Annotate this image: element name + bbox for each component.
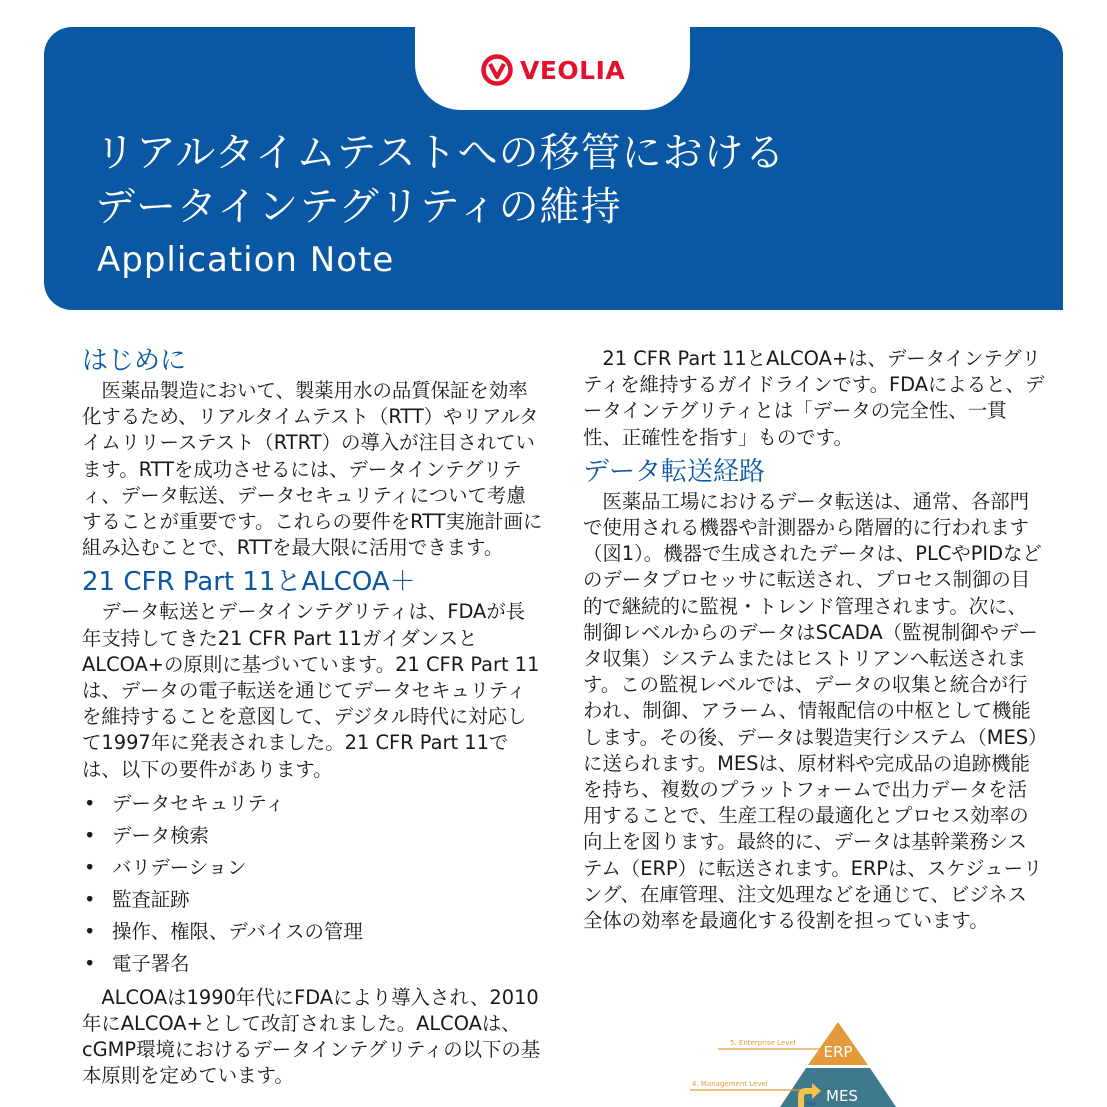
list-item bbox=[82, 788, 544, 820]
bullet-glyph: • bbox=[84, 919, 96, 943]
cfr-paragraph: データ転送とデータインテグリティは、FDAが長年支持してきた21 CFR Part 11ガイダンスとALCOA+の原則に基づいています。21 CFR Part 11は、データの電子転送を通じてデータセキュリティを維持することを意図して、デジタル時代に対応して1997年に発表されました。21 CFR Part 11では、以下の要件があります。 bbox=[82, 600, 540, 781]
list-item bbox=[82, 820, 544, 852]
bullet-glyph: • bbox=[84, 855, 96, 879]
section-heading-data-transfer: データ転送経路 bbox=[583, 456, 766, 487]
alcoa-intro-paragraph: 21 CFR Part 11とALCOA+は、データインテグリティを維持するガイドラインです。FDAによると、データインテグリティとは「データの完全性、一貫性、正確性を指す」ものです。 bbox=[583, 347, 1045, 449]
left-column bbox=[82, 344, 544, 1090]
list-item bbox=[82, 884, 544, 916]
enterprise-level-label: 5. Enterprise Level bbox=[730, 1039, 796, 1047]
veolia-emblem-icon bbox=[480, 53, 514, 87]
list-item-label: データセキュリティ bbox=[112, 791, 285, 815]
bullet-glyph: • bbox=[84, 823, 96, 847]
data-transfer-paragraph: 医薬品工場におけるデータ転送は、通常、各部門で使用される機器や計測器から階層的に行われます（図1）。機器で生成されたデータは、PLCやPIDなどのデータプロセッサに転送され、プロセス制御の目的で継続的に監視・トレンド管理されます。次に、制御レベルからのデータはSCADA（監視制御やデータ収集）システムまたはヒストリアンへ転送されます。この監視レベルでは、データの収集と統合が行われ、制御、アラーム、情報配信の中枢として機能します。その後、データは製造実行システム（MES）に送られます。MESは、原材料や完成品の追跡機能を持ち、複数のプラットフォームで出力データを活用することで、生産工程の最適化とプロセス効率の向上を図ります。最終的に、データは基幹業務システム（ERP）に転送されます。ERPは、スケジューリング、在庫管理、注文処理などを通じて、ビジネス全体の効率を最適化する役割を担っています。 bbox=[583, 489, 1043, 933]
list-item bbox=[82, 916, 544, 948]
bullet-glyph: • bbox=[84, 791, 96, 815]
list-item-label: データ検索 bbox=[112, 823, 209, 847]
right-column bbox=[583, 346, 1045, 934]
document-subtitle: Application Note bbox=[97, 240, 395, 280]
alcoa-paragraph: ALCOAは1990年代にFDAにより導入され、2010年にALCOA+として改訂されました。ALCOAは、cGMP環境におけるデータインテグリティの以下の基本原則を定めています。 bbox=[82, 985, 541, 1088]
data-hierarchy-figure bbox=[690, 1020, 920, 1107]
intro-paragraph: 医薬品製造において、製薬用水の品質保証を効率化するため、リアルタイムテスト（RTT）やリアルタイムリリーステスト（RTRT）の導入が注目されています。RTTを成功させるには、データインテグリティ、データ転送、データセキュリティについて考慮することが重要です。これらの要件をRTT実施計画に組み込むことで、RTTを最大限に活用できます。 bbox=[82, 379, 543, 560]
list-item-label: バリデーション bbox=[112, 855, 247, 879]
erp-partial-text: ERP bbox=[806, 1102, 816, 1107]
management-level-label: 4. Management Level bbox=[692, 1080, 768, 1088]
requirements-list bbox=[82, 788, 544, 980]
logo-wordmark: VEOLIA bbox=[520, 55, 626, 85]
erp-level-text: ERP bbox=[823, 1043, 853, 1061]
list-item-label: 操作、権限、デバイスの管理 bbox=[112, 919, 363, 943]
section-heading-cfr: 21 CFR Part 11とALCOA＋ bbox=[82, 567, 416, 598]
bullet-glyph: • bbox=[84, 951, 96, 975]
list-item-label: 電子署名 bbox=[112, 951, 190, 975]
bullet-glyph: • bbox=[84, 887, 96, 911]
list-item bbox=[82, 852, 544, 884]
list-item-label: 監査証跡 bbox=[112, 887, 190, 911]
veolia-logo bbox=[480, 50, 625, 90]
list-item bbox=[82, 948, 544, 980]
mes-level-text: MES bbox=[826, 1087, 858, 1105]
document-title: リアルタイムテストへの移管における データインテグリティの維持 bbox=[95, 130, 786, 230]
section-heading-intro: はじめに bbox=[82, 346, 187, 376]
